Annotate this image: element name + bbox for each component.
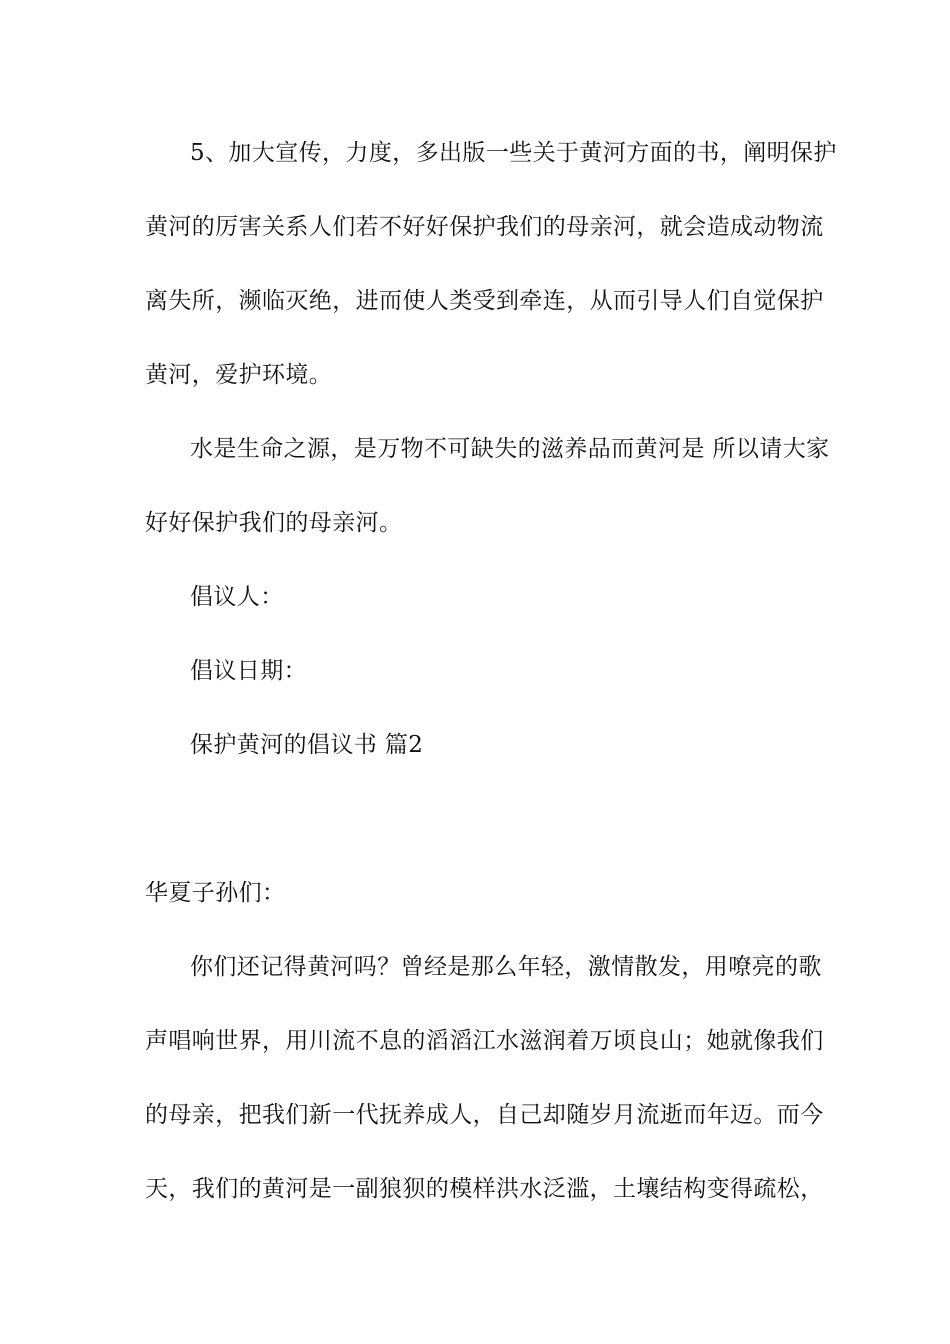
paragraph-5-line-4: 黄河，爱护环境。: [145, 362, 333, 388]
proposal-date-label: 倡议日期：: [190, 658, 307, 684]
body-paragraph-line-4: 天，我们的黄河是一副狼狈的模样洪水泛滥，土壤结构变得疏松，: [145, 1176, 824, 1202]
body-paragraph-line-2: 声唱响世界，用川流不息的滔滔江水滋润着万顷良山；她就像我们: [145, 1028, 824, 1054]
salutation: 华夏子孙们：: [145, 880, 286, 906]
paragraph-5-line-1: 5、加大宣传，力度，多出版一些关于黄河方面的书，阐明保护: [190, 140, 837, 166]
proposer-label: 倡议人：: [190, 584, 284, 610]
paragraph-5-line-3: 离失所，濒临灭绝，进而使人类受到牵连，从而引导人们自觉保护: [145, 288, 824, 314]
body-paragraph-line-1: 你们还记得黄河吗？曾经是那么年轻，激情散发，用嘹亮的歌: [190, 954, 822, 980]
body-paragraph-line-3: 的母亲，把我们新一代抚养成人，自己却随岁月流逝而年迈。而今: [145, 1102, 824, 1128]
paragraph-water-line-2: 好好保护我们的母亲河。: [145, 510, 403, 536]
paragraph-5-line-2: 黄河的厉害关系人们若不好好保护我们的母亲河，就会造成动物流: [145, 214, 824, 240]
paragraph-water-line-1: 水是生命之源，是万物不可缺失的滋养品而黄河是 所以请大家: [190, 436, 830, 462]
section-title: 保护黄河的倡议书 篇2: [190, 732, 424, 758]
